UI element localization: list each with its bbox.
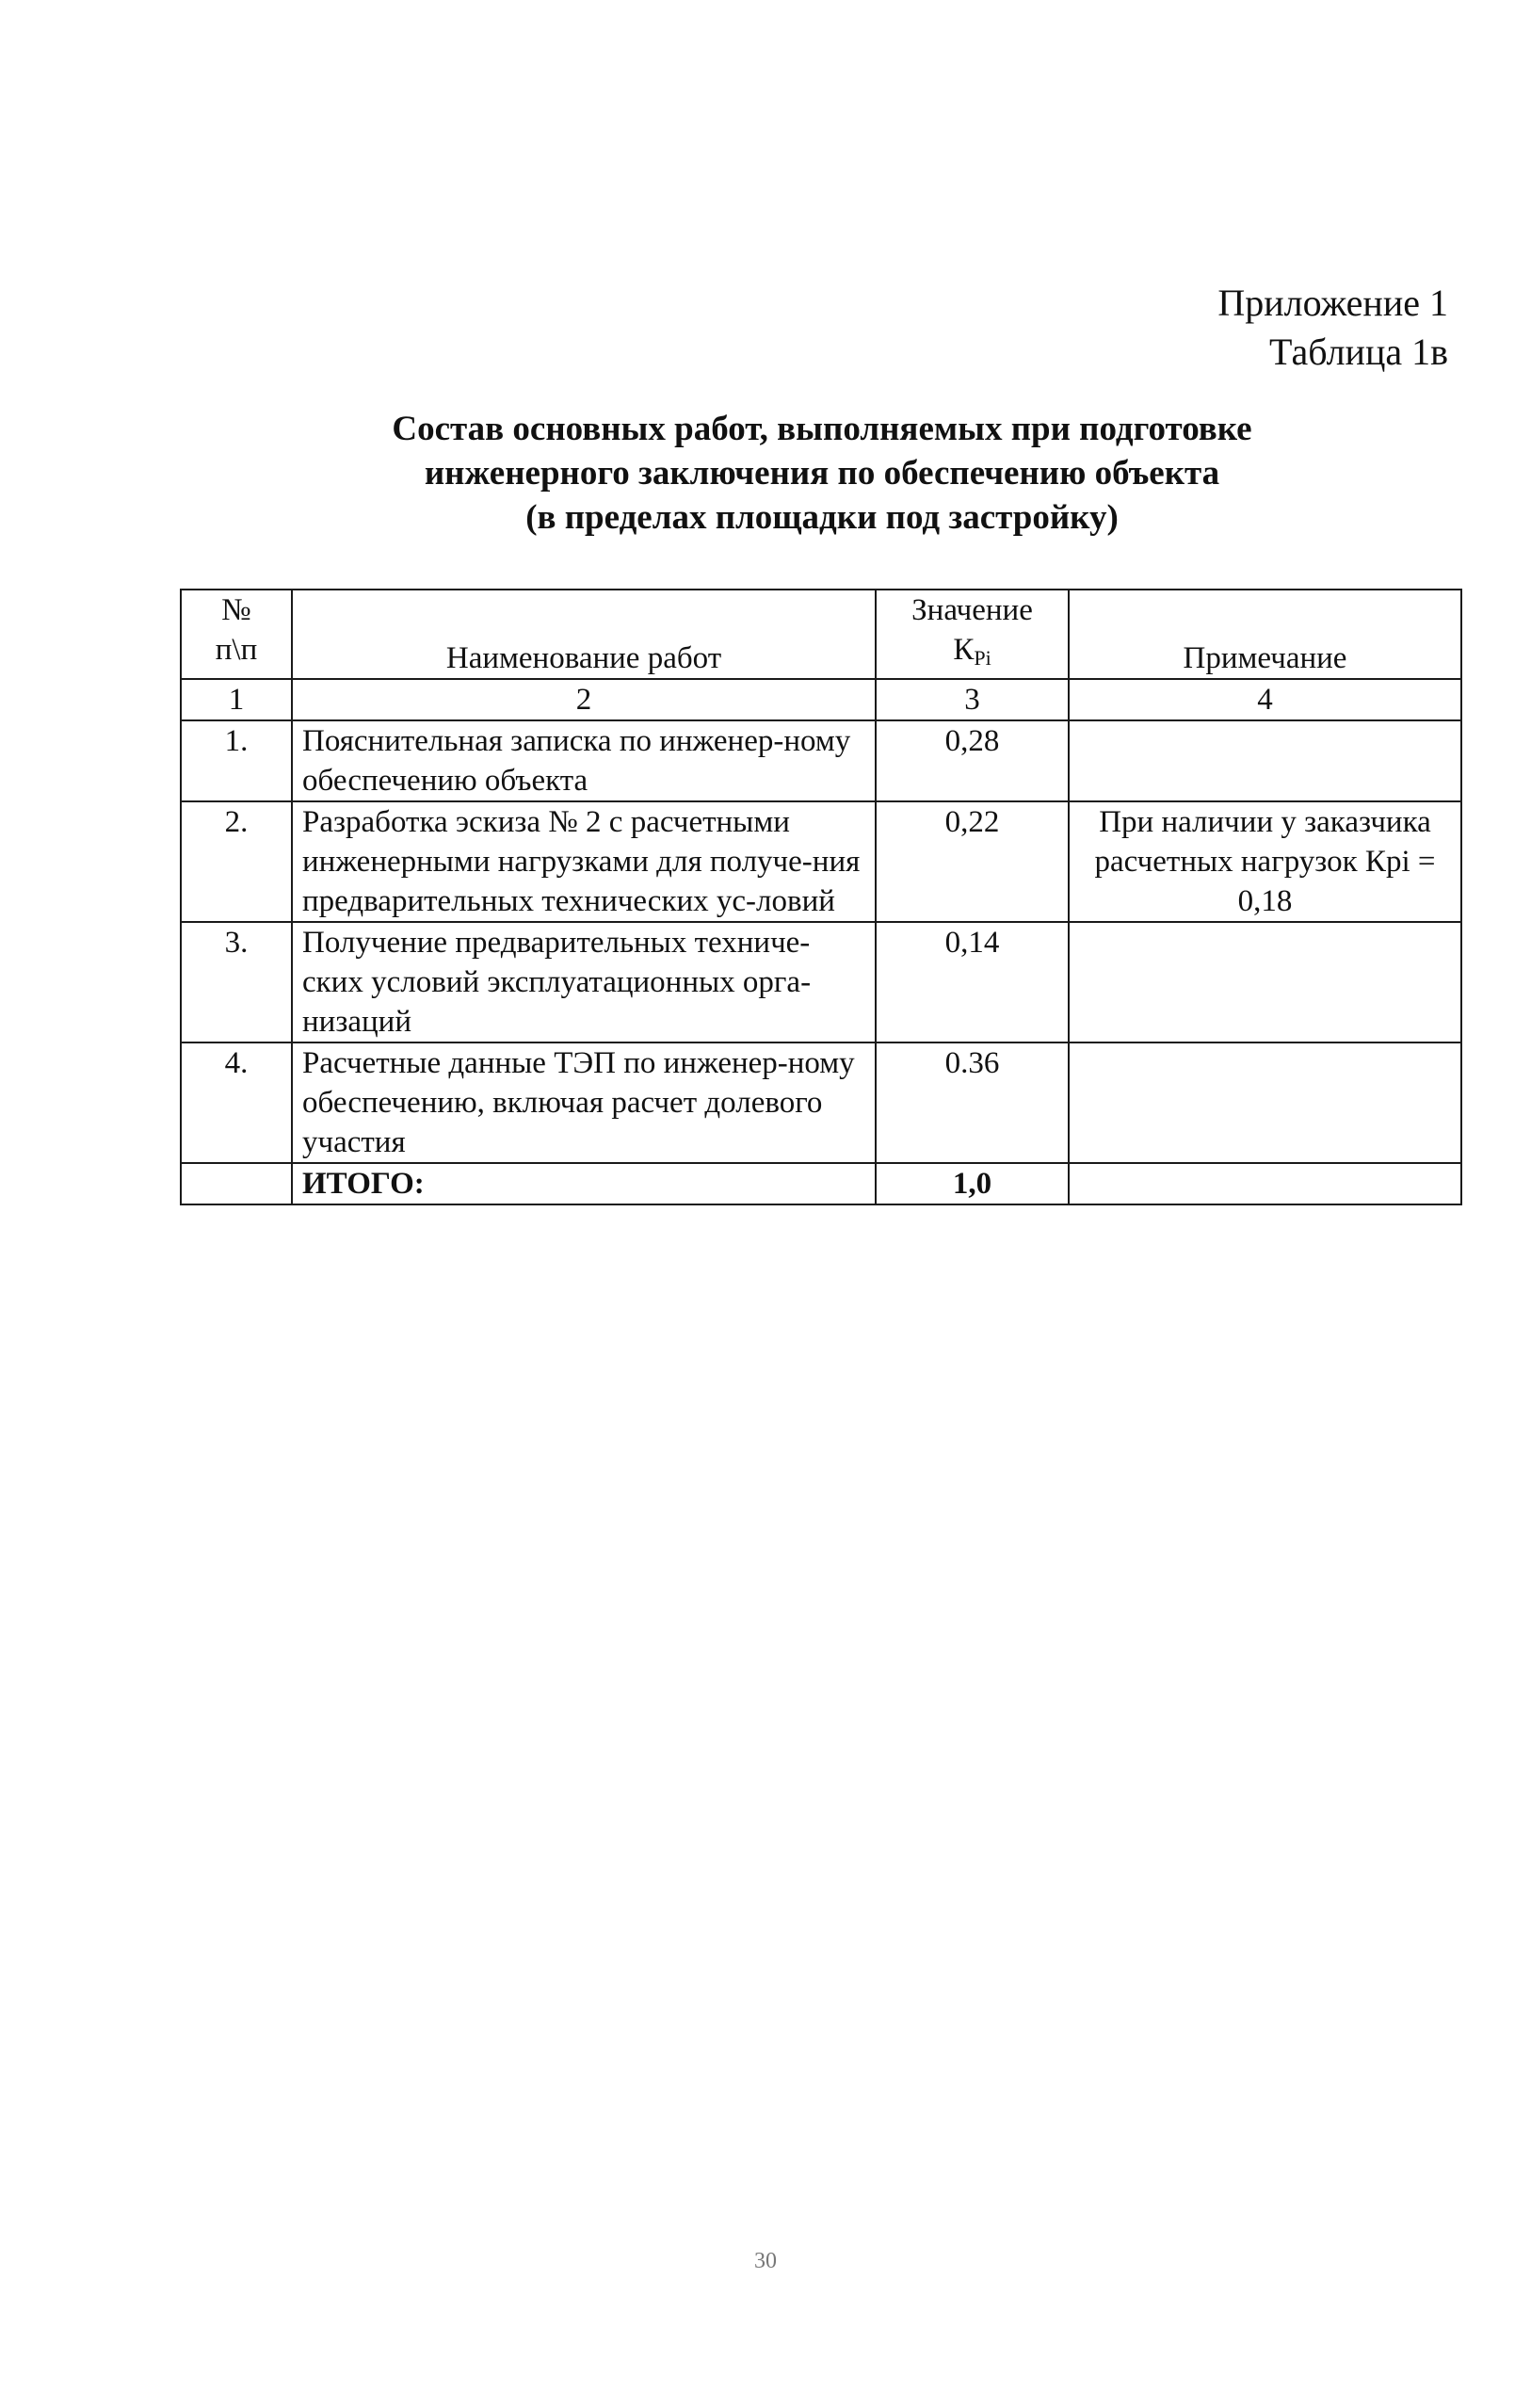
row-work-name: Расчетные данные ТЭП по инженер-ному обеспечению, включая расчет долевого участия	[292, 1042, 876, 1163]
total-empty-cell	[181, 1163, 292, 1204]
row-value: 0,28	[876, 720, 1069, 801]
works-table	[180, 589, 1462, 1205]
total-row	[181, 1163, 1461, 1204]
header-name: Наименование работ	[292, 590, 876, 679]
table-header-row	[181, 590, 1461, 679]
row-note: При наличии у заказчика расчетных нагрузок Крi = 0,18	[1069, 801, 1461, 922]
total-label: ИТОГО:	[292, 1163, 876, 1204]
header-value-line-1: Значение	[911, 593, 1033, 627]
table-row	[181, 922, 1461, 1042]
appendix-label: Приложение 1	[1217, 282, 1448, 324]
header-value-line-2	[886, 630, 1058, 678]
row-work-name: Получение предварительных техниче-ских условий эксплуатационных орга-низаций	[292, 922, 876, 1042]
row-number: 3.	[181, 922, 292, 1042]
table-row	[181, 801, 1461, 922]
column-number: 2	[292, 679, 876, 720]
row-number: 2.	[181, 801, 292, 922]
page-number: 30	[754, 2249, 777, 2273]
header-value	[876, 590, 1069, 679]
row-note	[1069, 720, 1461, 801]
column-number: 4	[1069, 679, 1461, 720]
header-value-subscript: Рi	[974, 646, 991, 670]
row-number: 1.	[181, 720, 292, 801]
row-value: 0,14	[876, 922, 1069, 1042]
row-number: 4.	[181, 1042, 292, 1163]
header-note: Примечание	[1069, 590, 1461, 679]
column-number-row	[181, 679, 1461, 720]
column-number: 3	[876, 679, 1069, 720]
header-number-line-2: п\п	[215, 633, 258, 667]
row-value: 0.36	[876, 1042, 1069, 1163]
row-note	[1069, 1042, 1461, 1163]
table-label: Таблица 1в	[1269, 331, 1448, 373]
row-work-name: Разработка эскиза № 2 с расчетными инженерными нагрузками для получе-ния предварительных технических ус-ловий	[292, 801, 876, 922]
header-value-symbol: К	[953, 633, 975, 667]
row-work-name: Пояснительная записка по инженер-ному обеспечению объекта	[292, 720, 876, 801]
title-line-3: (в пределах площадки под застройку)	[525, 498, 1119, 537]
table-row	[181, 720, 1461, 801]
header-number	[181, 590, 292, 679]
total-note-cell	[1069, 1163, 1461, 1204]
appendix-reference	[1217, 279, 1448, 377]
header-number-line-1: №	[221, 593, 251, 627]
total-value: 1,0	[876, 1163, 1069, 1204]
table-row	[181, 1042, 1461, 1163]
row-note	[1069, 922, 1461, 1042]
document-title	[188, 407, 1456, 540]
row-value: 0,22	[876, 801, 1069, 922]
title-line-1: Состав основных работ, выполняемых при подготовке	[392, 410, 1252, 448]
title-line-2: инженерного заключения по обеспечению объекта	[424, 454, 1220, 493]
column-number: 1	[181, 679, 292, 720]
